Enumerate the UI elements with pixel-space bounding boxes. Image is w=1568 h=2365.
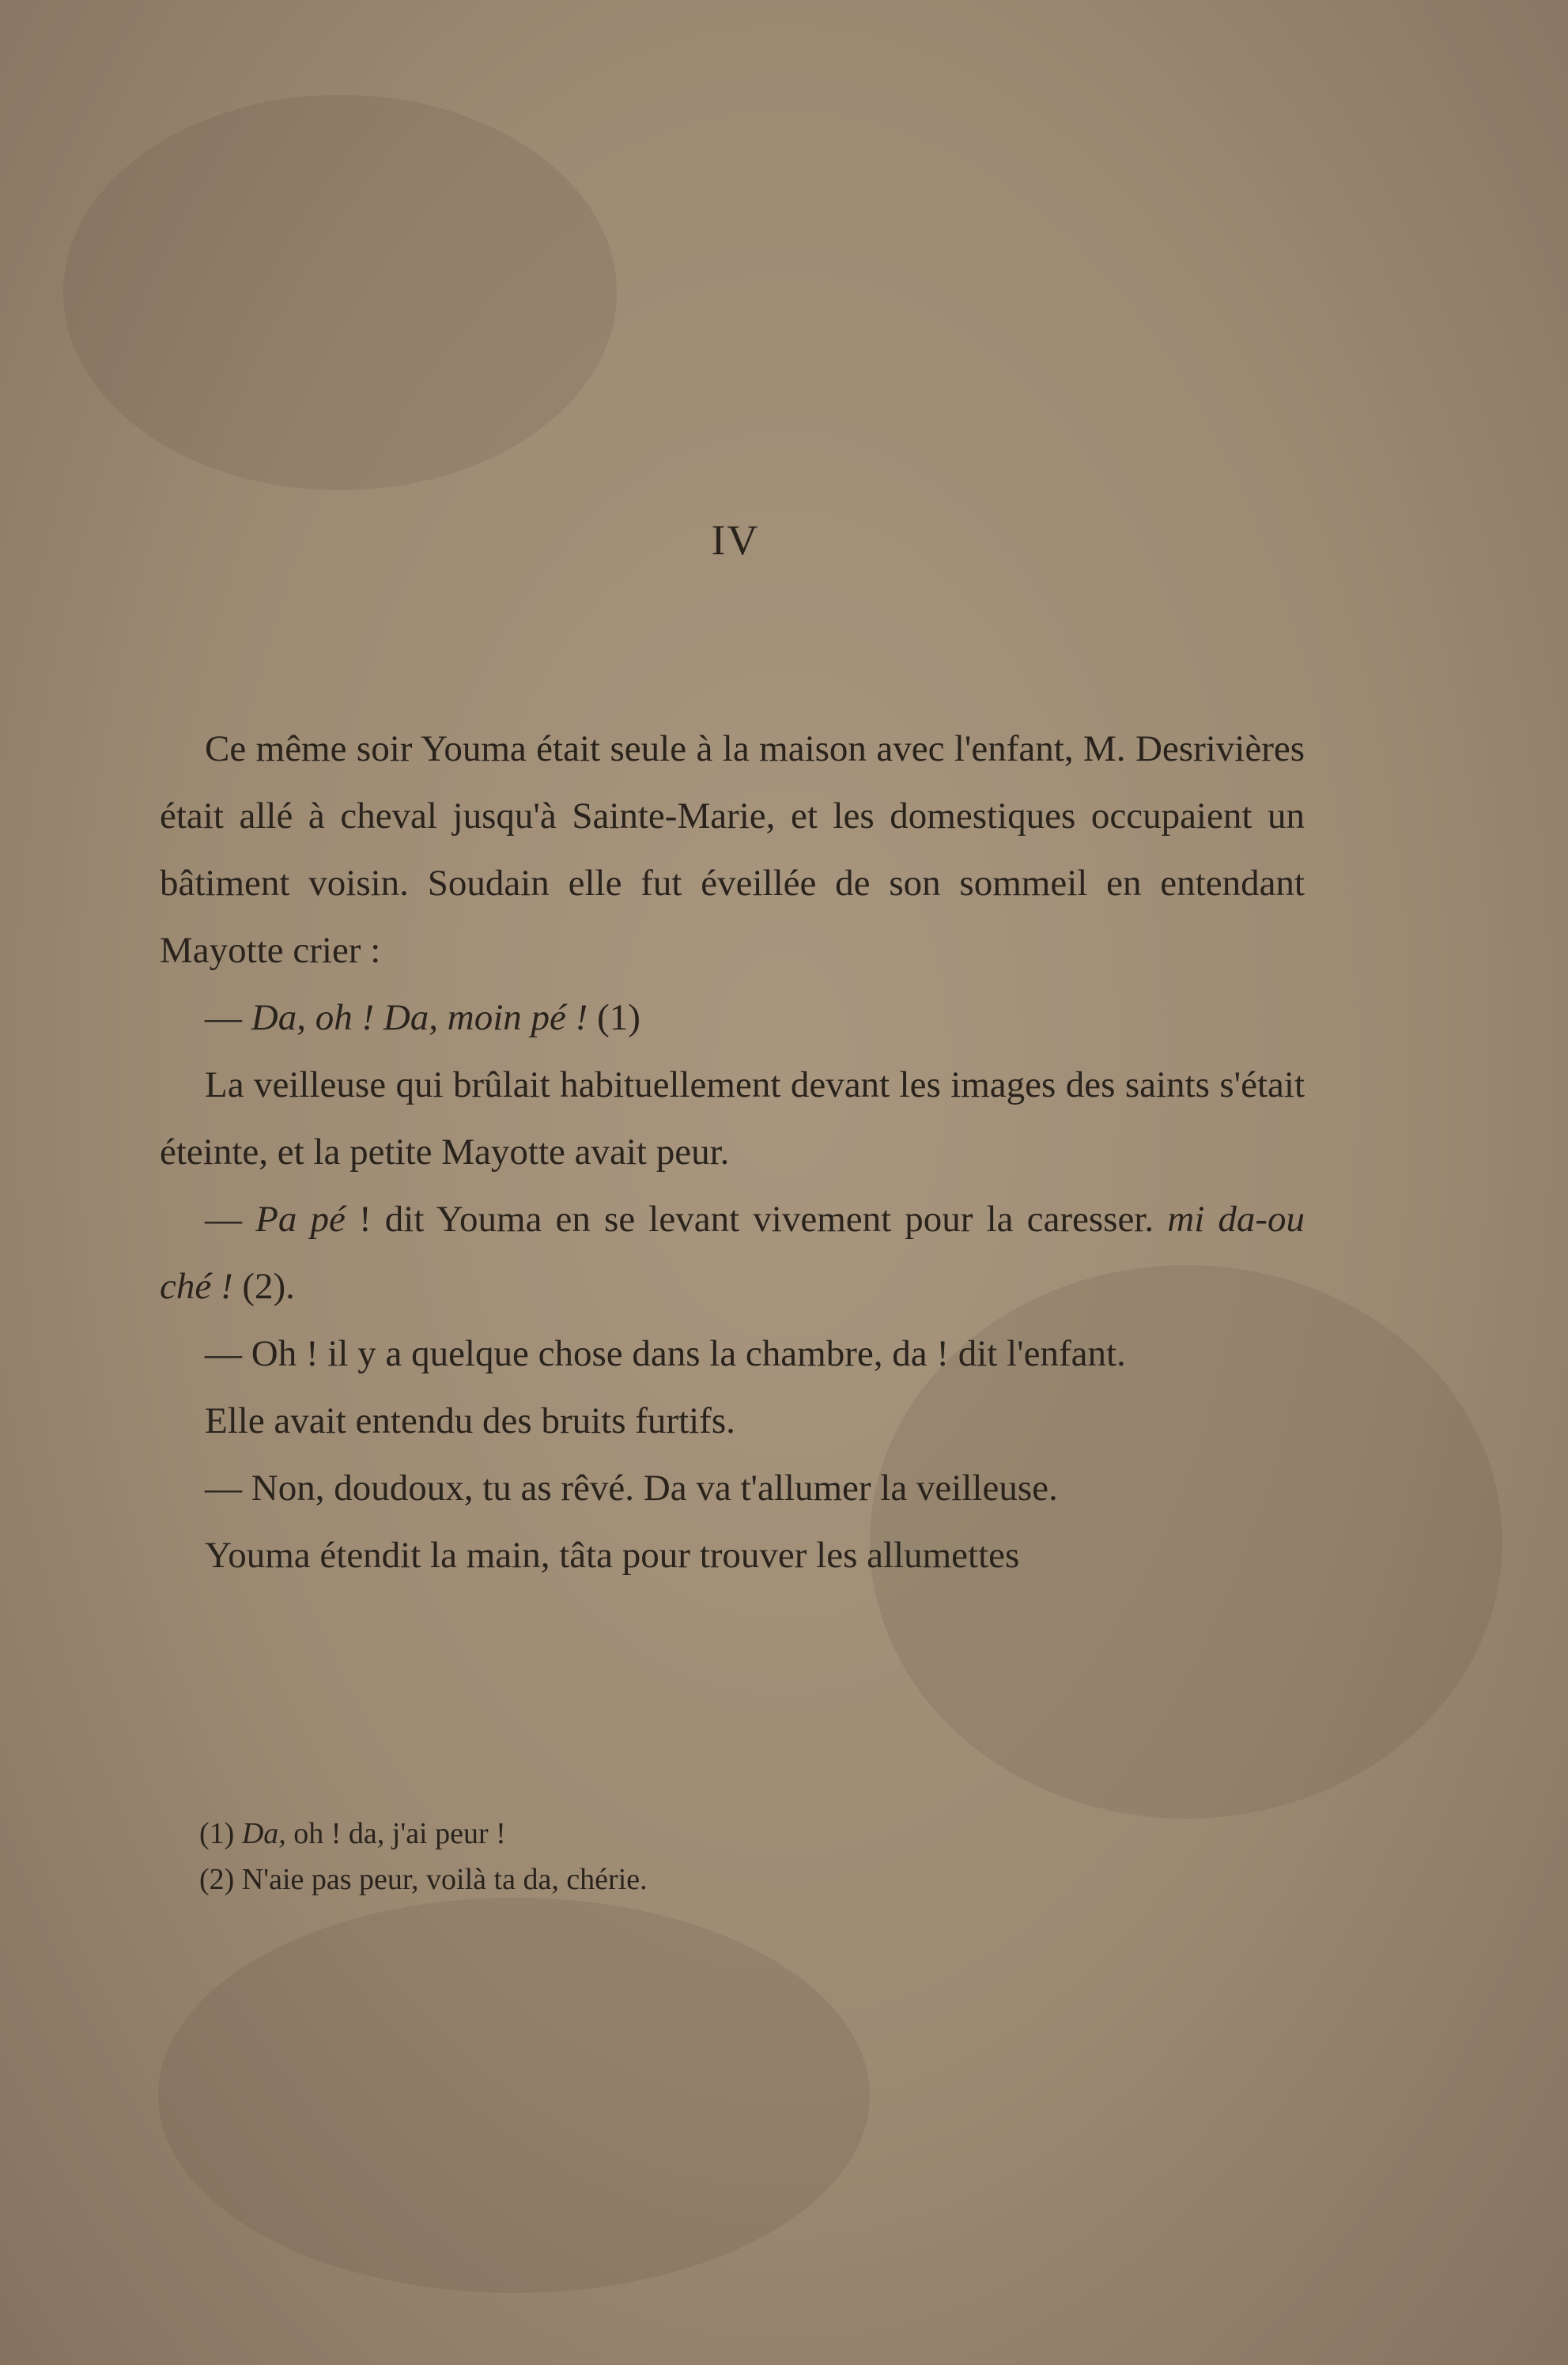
- paragraph-7: — Non, doudoux, tu as rêvé. Da va t'allumer la veilleuse.: [205, 1468, 1058, 1509]
- footnote-2: [199, 1857, 1227, 1902]
- chapter-number: IV: [711, 516, 760, 564]
- paragraph-8: Youma étendit la main, tâta pour trouver les allumettes: [205, 1535, 1020, 1576]
- paragraph-4: [160, 1186, 1305, 1320]
- paper-stain: [158, 1898, 870, 2293]
- dash: —: [205, 1199, 242, 1240]
- paragraph-6: Elle avait entendu des bruits furtifs.: [205, 1400, 735, 1441]
- footnote-text: N'aie pas peur, voilà ta da, chérie.: [241, 1863, 648, 1896]
- body-text: [160, 716, 1305, 1589]
- narration: ! dit Youma en se levant vivement pour la caresser.: [358, 1199, 1154, 1240]
- footnote-1: [199, 1811, 1227, 1857]
- paper-stain: [63, 95, 617, 490]
- footnote-ref-1: (1): [597, 997, 640, 1038]
- footnote-italic: Da,: [241, 1817, 286, 1850]
- footnotes: [199, 1811, 1227, 1902]
- creole-speech: Da, oh ! Da, moin pé !: [251, 997, 588, 1038]
- dash: —: [205, 997, 242, 1038]
- footnote-ref-2: (2).: [242, 1266, 295, 1307]
- creole-speech: Pa pé: [255, 1199, 346, 1240]
- paragraph-1: Ce même soir Youma était seule à la maison avec l'enfant, M. Desrivières était allé à cheval jusqu'à Sainte-Marie, et les domestiques occupaient un bâtiment voisin. Soudain elle fut éveillée de son sommeil en entendant Mayotte crier :: [160, 728, 1305, 971]
- footnote-text: oh ! da, j'ai peur !: [293, 1817, 506, 1850]
- paragraph-5: — Oh ! il y a quelque chose dans la chambre, da ! dit l'enfant.: [205, 1333, 1126, 1374]
- creole-speech: mi da-ou ché !: [160, 1199, 1305, 1307]
- paragraph-2: [160, 984, 1305, 1052]
- footnote-mark: (1): [199, 1817, 235, 1850]
- paragraph-3: La veilleuse qui brûlait habituellement devant les images des saints s'était éteinte, et la petite Mayotte avait peur.: [160, 1064, 1305, 1173]
- footnote-mark: (2): [199, 1863, 235, 1896]
